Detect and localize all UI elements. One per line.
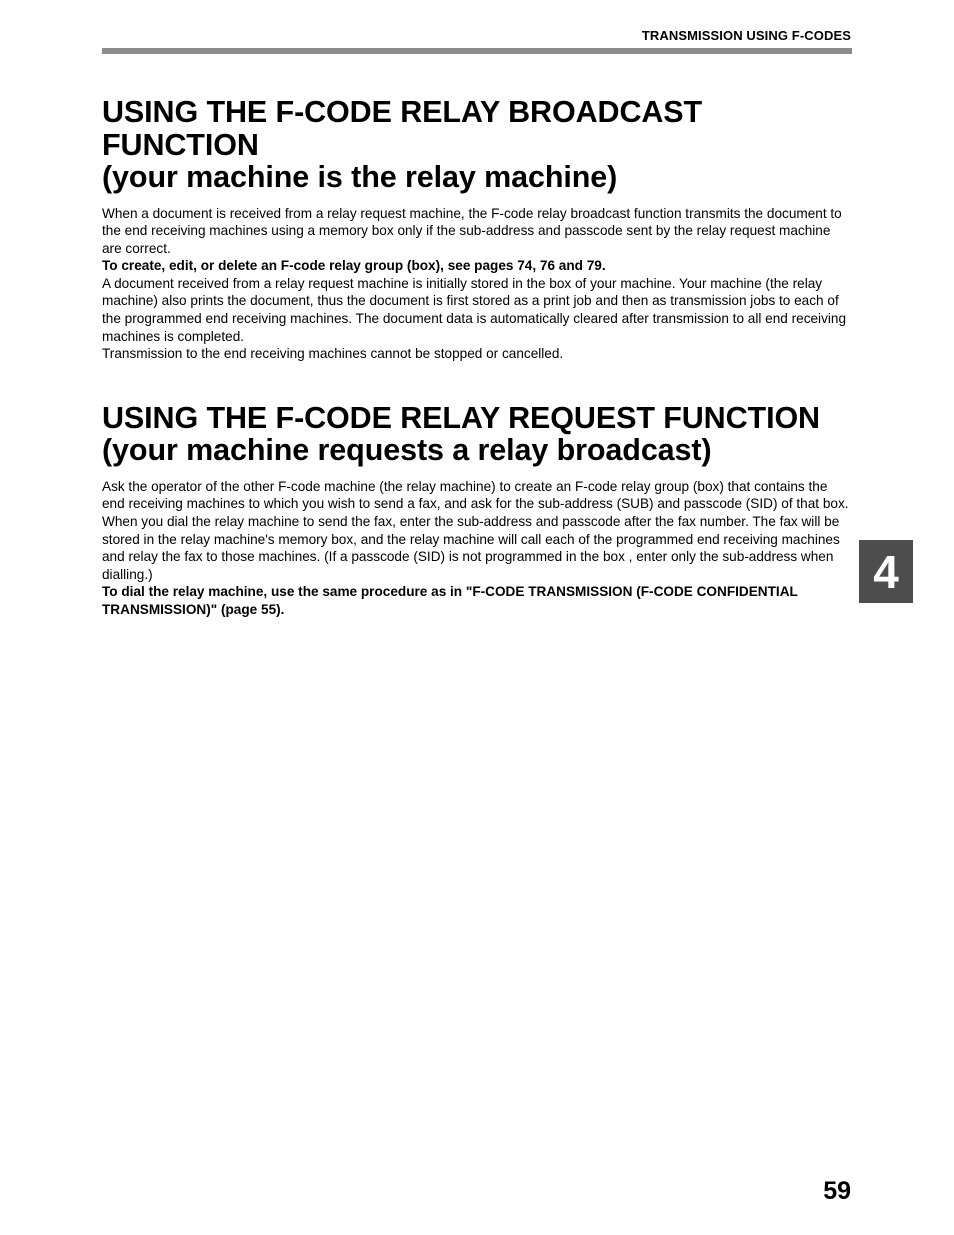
paragraph-bold-reference: To dial the relay machine, use the same procedure as in "F-CODE TRANSMISSION (F-CODE CONFIDENTIAL TRANSMISSION)" (page 55). [102, 584, 798, 617]
paragraph-bold-reference: To create, edit, or delete an F-code relay group (box), see pages 74, 76 and 79. [102, 258, 606, 274]
heading-subline: (your machine is the relay machine) [102, 160, 618, 194]
heading-line: USING THE F-CODE RELAY BROADCAST FUNCTION [102, 95, 703, 162]
paragraph: When a document is received from a relay request machine, the F-code relay broadcast function transmits the document to the end receiving machines using a memory box only if the sub-address and passcode sent by the relay request machine are correct. [102, 205, 842, 256]
heading-subline: (your machine requests a relay broadcast) [102, 433, 712, 468]
paragraph: A document received from a relay request machine is initially stored in the box of your machine. Your machine (the relay machine) also prints the document, thus the document is first stored as a print job and then as transmission jobs to each of the programmed end receiving machines. The document data is automatically cleared after transmission to all end receiving machines is completed. [102, 275, 847, 344]
paragraph: When you dial the relay machine to send the fax, enter the sub-address and passcode after the fax number. The fax will be stored in the relay machine's memory box, and the relay machine will call each of the programmed end receiving machines and relay the fax to those machines. (If a passcode (SID) is not programmed in the box , enter only the sub-address when dialling.) [102, 514, 840, 582]
paragraph: Transmission to the end receiving machines cannot be stopped or cancelled. [102, 346, 564, 362]
header-rule [102, 48, 852, 54]
page-number: 59 [823, 1177, 851, 1205]
page-content [102, 96, 852, 619]
section-relay-request [102, 402, 852, 619]
section-heading [102, 96, 852, 194]
chapter-tab: 4 [859, 540, 913, 603]
section-heading [102, 402, 852, 467]
paragraph: Ask the operator of the other F-code machine (the relay machine) to create an F-code relay group (box) that contains the end receiving machines to which you wish to send a fax, and ask for the sub-address (SUB) and passcode (SID) of that box. [102, 478, 849, 512]
section-body [102, 478, 852, 619]
section-body [102, 205, 852, 363]
section-relay-broadcast [102, 96, 852, 363]
heading-line: USING THE F-CODE RELAY REQUEST FUNCTION [102, 400, 820, 435]
running-header: TRANSMISSION USING F-CODES [641, 28, 851, 43]
